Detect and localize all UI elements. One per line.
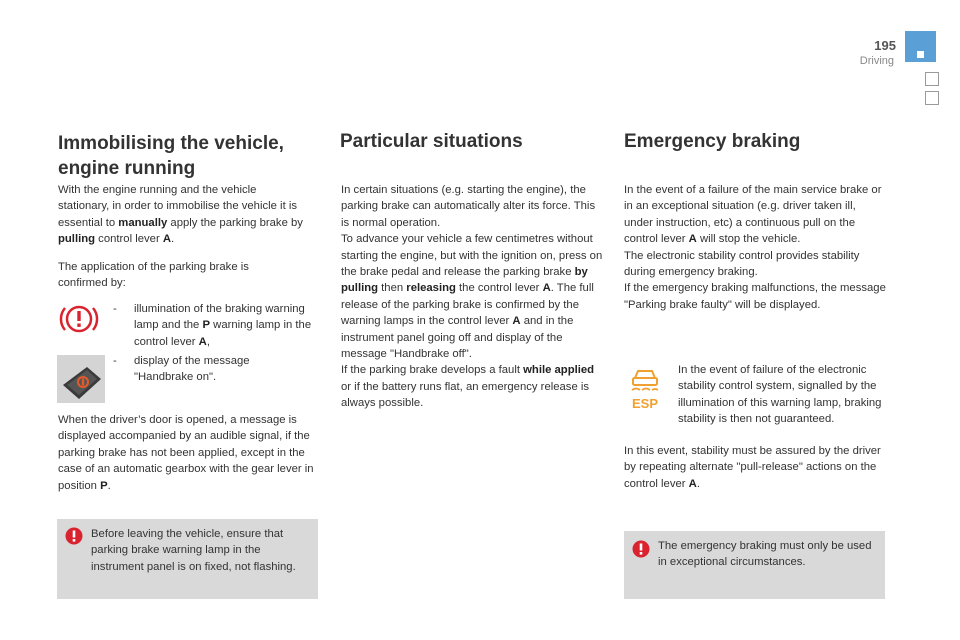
brake-warning-icon [59,302,99,336]
parking-lever-image [57,355,105,403]
heading-particular-situations: Particular situations [340,131,523,152]
note-leaving-text: Before leaving the vehicle, ensure that parking brake warning lamp in the instrument panel is on fixed, not flashing. [91,528,296,573]
chapter-tab-active [905,31,936,62]
bullet-dash: - [113,355,117,367]
note-box-emergency [624,531,885,599]
chapter-tab [925,91,939,105]
note-emergency-text: The emergency braking must only be used in exceptional circumstances. [658,540,872,569]
warning-icon [632,540,650,558]
heading-emergency-braking: Emergency braking [624,131,801,152]
esp-stability-text: In this event, stability must be assured by the driver by repeating alternate "pull-release" actions on the control lever A. [624,445,881,490]
esp-warning-icon [628,366,662,410]
bullet-display-message: display of the message "Handbrake on". [134,355,250,384]
heading-immobilising: Immobilising the vehicle, engine running [58,133,284,179]
bullet-illumination: illumination of the braking warning lamp and the P warning lamp in the control lever A, [134,303,312,348]
emergency-braking-text: In the event of a failure of the main service brake or in an exceptional situation (e.g. driver taken ill, under instruction, etc) a continuous pull on the control lever A will stop the vehicle. The electronic stability control provides stability during emergency braking. If the emergency braking malfunctions, the message "Parking brake faulty" will be displayed. [624,184,886,311]
confirm-text: The application of the parking brake is confirmed by: [58,261,249,290]
page-number: 195 [874,38,896,53]
section-title: Driving [859,55,894,67]
door-warning-text: When the driver’s door is opened, a message is displayed accompanied by an audible signal, if the parking brake has not been applied, except in the case of an automatic gearbox with the gear lever in position P. [58,414,314,492]
chapter-tab [925,72,939,86]
esp-failure-text: In the event of failure of the electronic stability control system, signalled by the illumination of this warning lamp, braking stability is then not guaranteed. [678,364,882,426]
particular-situations-text: In certain situations (e.g. starting the engine), the parking brake can automatically alter its force. This is normal operation. To advance your vehicle a few centimetres without starting the engine, but with the ignition on, press on the brake pedal and release the parking brake by pulling then releasing the control lever A. The full release of the parking brake is confirmed by the warning lamps in the control lever A and in the instrument panel going off and display of the message "Handbrake off". If the parking brake develops a fault while applied or if the battery runs flat, an emergency release is always possible. [341,184,603,410]
warning-icon [65,527,83,545]
esp-label: ESP [631,396,659,410]
note-box-leaving [57,519,318,599]
bullet-dash: - [113,303,117,315]
immobilise-intro: With the engine running and the vehicle stationary, in order to immobilise the vehicle it is essential to manually apply the parking brake by pulling control lever A. [58,184,303,246]
